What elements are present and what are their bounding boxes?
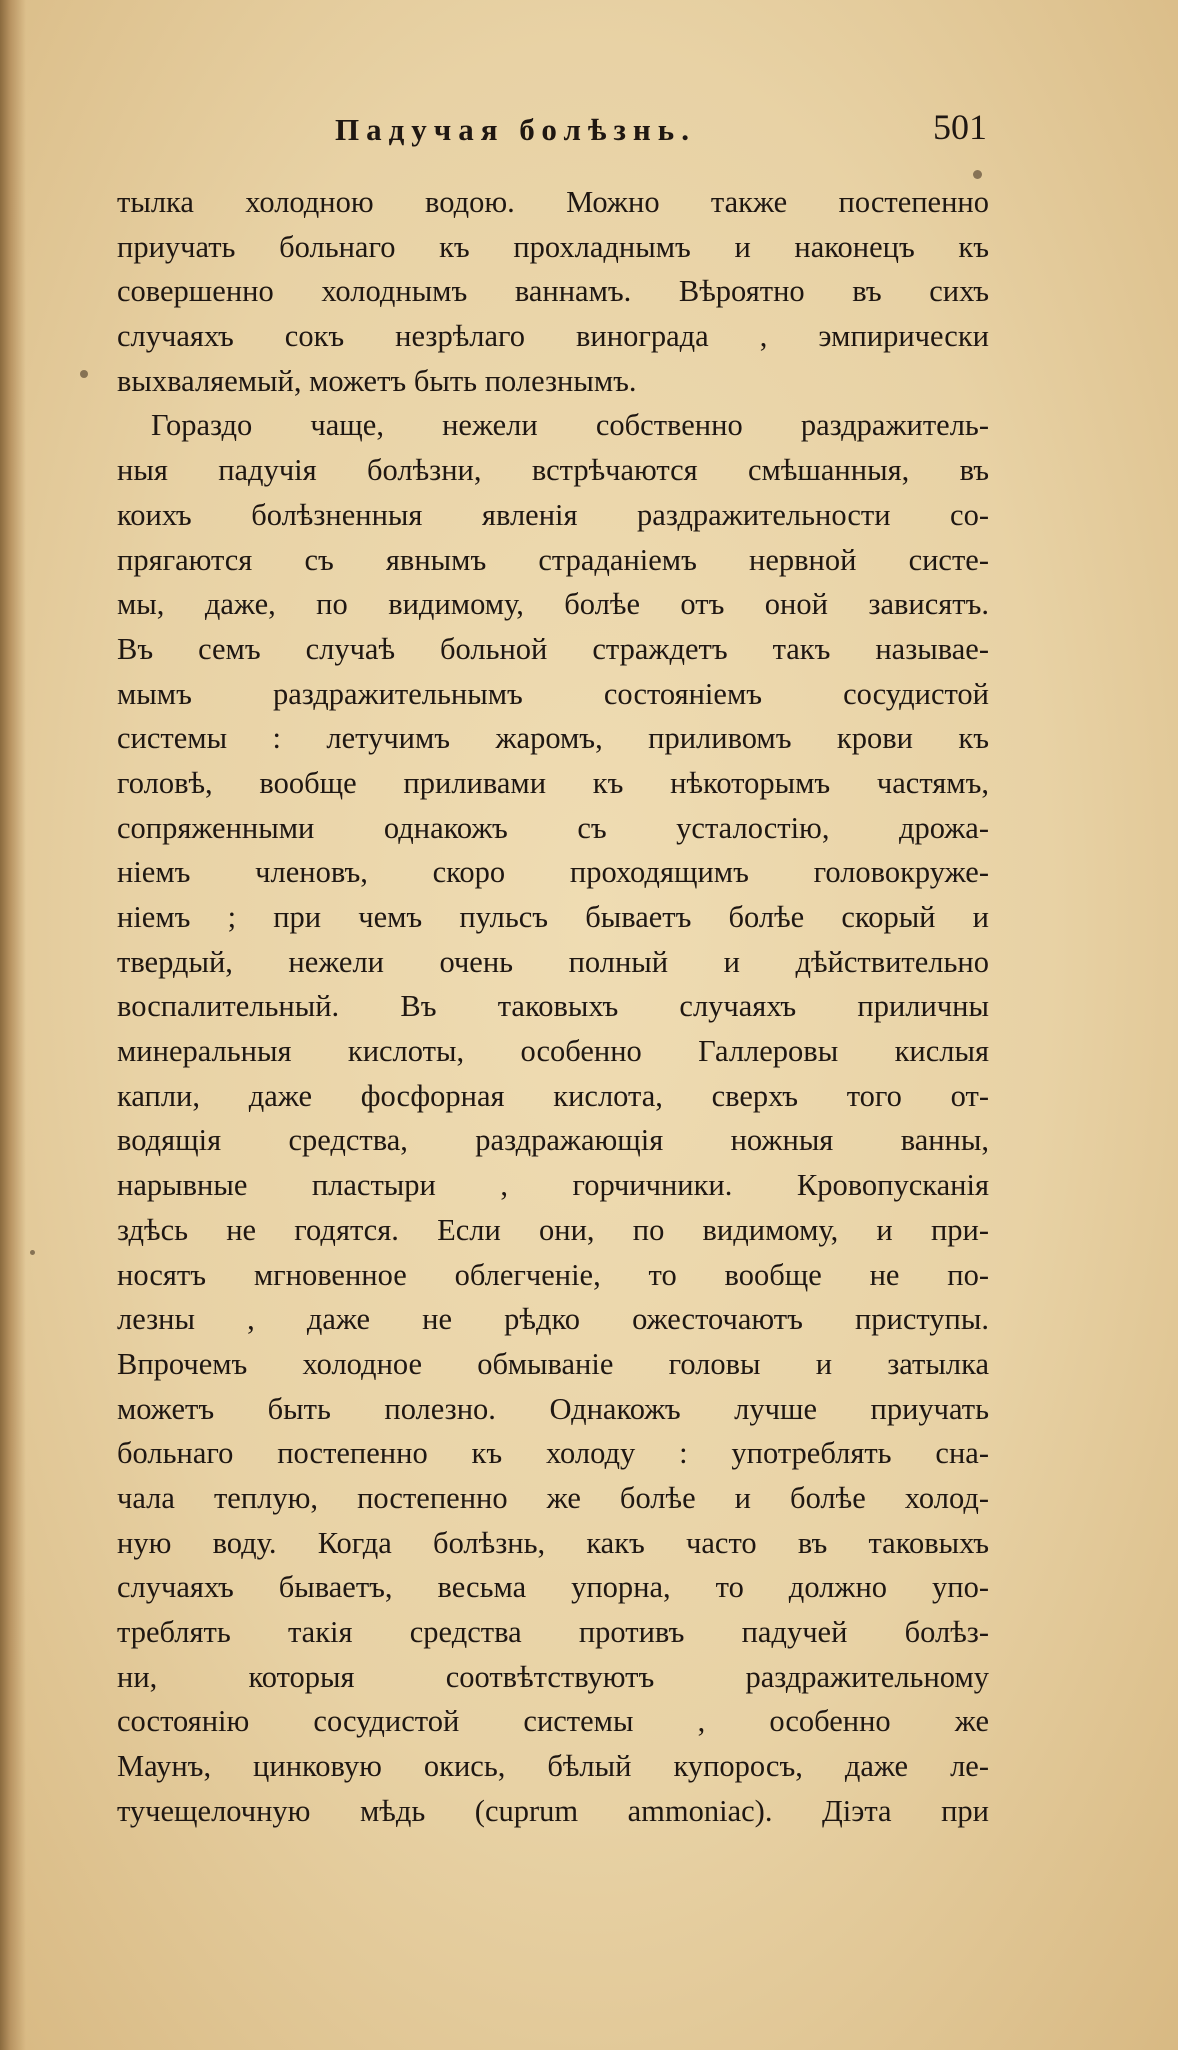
text-line: твердый, нежели очень полный и дѣйствительно [117, 944, 989, 979]
text-line: воспалительный. Въ таковыхъ случаяхъ приличны [117, 989, 989, 1024]
text-line: выхваляемый, можетъ быть полезнымъ. [117, 363, 637, 398]
page-header [0, 107, 1178, 162]
paper-speck [973, 170, 982, 179]
page-edge-shadow [0, 0, 26, 2050]
text-line: здѣсь не годятся. Если они, по видимому, и при- [117, 1212, 989, 1247]
text-line: ніемъ членовъ, скоро проходящимъ головокруже- [117, 855, 989, 890]
text-line: носятъ мгновенное облегченіе, то вообще не по- [117, 1257, 989, 1292]
text-line: совершенно холоднымъ ваннамъ. Вѣроятно въ сихъ [117, 274, 989, 309]
text-line: мы, даже, по видимому, болѣе отъ оной зависятъ. [117, 587, 989, 622]
text-line: прягаются съ явнымъ страданіемъ нервной систе- [117, 542, 989, 577]
body-text [117, 180, 989, 1833]
paper-speck [80, 370, 88, 378]
text-line: ніемъ ; при чемъ пульсъ бываетъ болѣе скорый и [117, 900, 989, 934]
text-line: больнаго постепенно къ холоду : употреблять сна- [117, 1436, 989, 1471]
running-title: Падучая болѣзнь. [335, 112, 696, 147]
text-line: минеральныя кислоты, особенно Галлеровы кислыя [117, 1034, 989, 1069]
text-line: капли, даже фосфорная кислота, сверхъ того от- [117, 1078, 989, 1113]
text-line: головѣ, вообще приливами къ нѣкоторымъ частямъ, [117, 765, 989, 800]
text-line: тылка холодною водою. Можно также постепенно [117, 185, 989, 219]
text-line: случаяхъ сокъ незрѣлаго винограда , эмпирически [117, 319, 989, 354]
page-number: 501 [933, 107, 987, 147]
text-line: треблять такія средства противъ падучей болѣз- [117, 1615, 989, 1649]
text-line: тучещелочную мѣдь (cuprum ammoniac). Діэта при [117, 1793, 989, 1828]
text-line: приучать больнаго къ прохладнымъ и наконецъ къ [117, 229, 989, 264]
text-line: ни, которыя соотвѣтствуютъ раздражительному [117, 1659, 989, 1694]
text-line: можетъ быть полезно. Однакожъ лучше приучать [117, 1391, 989, 1426]
paper-speck [30, 1250, 35, 1255]
text-line: сопряженными однакожъ съ усталостію, дрожа- [117, 810, 989, 845]
text-line: системы : летучимъ жаромъ, приливомъ крови къ [117, 721, 989, 756]
text-line: нарывные пластыри , горчичники. Кровопусканія [117, 1168, 989, 1203]
text-line: Гораздо чаще, нежели собственно раздражитель- [151, 408, 989, 443]
text-line: лезны , даже не рѣдко ожесточаютъ приступы. [117, 1302, 989, 1337]
text-line: Маунъ, цинковую окись, бѣлый купоросъ, даже ле- [117, 1749, 989, 1784]
text-line: состоянію сосудистой системы , особенно же [117, 1704, 989, 1739]
text-line: Въ семъ случаѣ больной страждетъ такъ называе- [117, 631, 989, 666]
text-line: случаяхъ бываетъ, весьма упорна, то должно упо- [117, 1570, 989, 1605]
text-line: Впрочемъ холодное обмываніе головы и затылка [117, 1346, 989, 1381]
text-line: чала теплую, постепенно же болѣе и болѣе холод- [117, 1480, 989, 1515]
text-line: ныя падучія болѣзни, встрѣчаются смѣшанныя, въ [117, 453, 989, 488]
text-line: водящія средства, раздражающія ножныя ванны, [117, 1123, 989, 1158]
text-line: коихъ болѣзненныя явленія раздражительности со- [117, 497, 989, 532]
text-line: мымъ раздражительнымъ состояніемъ сосудистой [117, 676, 989, 711]
text-line: ную воду. Когда болѣзнь, какъ часто въ таковыхъ [117, 1525, 989, 1560]
